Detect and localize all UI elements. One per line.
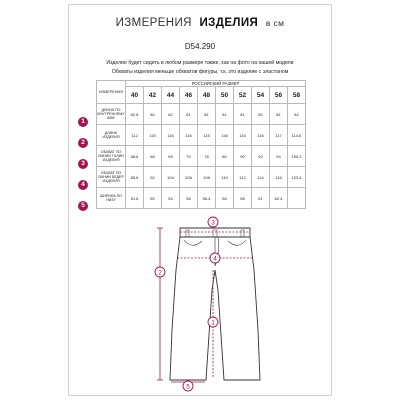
row-marker-1: 1 <box>78 117 88 127</box>
table-row <box>97 167 306 188</box>
measurement-value: 112 <box>234 167 252 188</box>
measurement-value: 56 <box>216 188 234 209</box>
measurement-value: 115 <box>234 125 252 146</box>
measurement-value: 81 <box>216 104 234 125</box>
measurement-label: ШИРИНА ПО НИЗУ <box>97 188 126 209</box>
waistband <box>180 228 250 237</box>
size-header: 40 <box>126 87 144 104</box>
measurement-value: 82 <box>162 104 180 125</box>
diagram-marker-5: 5 <box>186 383 190 391</box>
jeans-measurement-diagram <box>68 210 332 392</box>
measurement-value: 116 <box>162 125 180 146</box>
measurement-value: 81 <box>180 104 198 125</box>
size-header: 42 <box>144 87 162 104</box>
table-row <box>97 188 306 209</box>
table-row <box>97 125 306 146</box>
fit-note-2: Обхваты изделия меньше обхватов фигуры, т.к. это изделие с эластаном <box>111 69 289 75</box>
measurement-value: 50 <box>144 188 162 209</box>
measurement-value: 112 <box>126 125 144 146</box>
measurement-value: 56.4 <box>198 188 216 209</box>
measurement-value: 100.2 <box>288 146 306 167</box>
measurement-value: 106 <box>180 167 198 188</box>
corner-label: ИЗМЕРЕНИЯ <box>97 81 126 104</box>
measurement-value: 90 <box>234 146 252 167</box>
measurement-value: 116 <box>270 167 288 188</box>
measurement-value: 69 <box>162 146 180 167</box>
size-header: 52 <box>234 87 252 104</box>
title-unit: в см <box>265 18 285 28</box>
measurement-value: 92 <box>252 146 270 167</box>
measurement-value: 108 <box>198 167 216 188</box>
measurement-label: ДЛИНА ИЗДЕЛИЯ <box>97 125 126 146</box>
measurement-value: 94 <box>270 146 288 167</box>
measurement-value: 56 <box>180 188 198 209</box>
measurement-value: 58.6 <box>126 146 144 167</box>
measurement-value: 81 <box>234 104 252 125</box>
size-table <box>96 80 306 209</box>
table-row <box>97 146 306 167</box>
diagram-marker-2: 2 <box>158 269 162 277</box>
measurement-value: 110 <box>216 167 234 188</box>
title-bold: ИЗДЕЛИЯ <box>199 17 259 29</box>
size-header: 44 <box>162 87 180 104</box>
measurement-value: 70 <box>180 146 198 167</box>
row-marker-2: 2 <box>78 138 88 148</box>
size-header: 54 <box>252 87 270 104</box>
measurement-value: 116 <box>216 125 234 146</box>
measurement-value: 80 <box>144 104 162 125</box>
measurement-value: 123.4 <box>288 167 306 188</box>
diagram-marker-1: 1 <box>211 319 215 327</box>
diagram-marker-3: 3 <box>211 219 215 227</box>
diagram-marker-4: 4 <box>213 255 217 263</box>
measurement-value: 62.4 <box>270 188 288 209</box>
measurement-value: 78 <box>198 146 216 167</box>
size-header: 46 <box>180 87 198 104</box>
measurement-label: ДЛИНА ПО ВНУТРЕННЕМУ ШВУ <box>97 104 126 125</box>
row-marker-3: 3 <box>78 159 88 169</box>
product-code: D54.290 <box>184 42 216 51</box>
measurement-value: 116 <box>180 125 198 146</box>
measurement-value: 114 <box>252 167 270 188</box>
table-row <box>97 104 306 125</box>
title-main: ИЗМЕРЕНИЯ <box>115 17 192 29</box>
measurement-value: 116 <box>252 125 270 146</box>
measurement-value: 104 <box>162 167 180 188</box>
measurement-value: 61 <box>252 188 270 209</box>
fit-note-1: Изделие будет сидеть в любом размере также, как на фото на нашей модели <box>106 60 294 66</box>
measurement-value: 115 <box>144 125 162 146</box>
size-header: 58 <box>288 87 306 104</box>
measurement-value: 82 <box>252 104 270 125</box>
measurement-label: ОБХВАТ ПО ЛИНИИ ТАЛИИ ИЗДЕЛИЯ <box>97 146 126 167</box>
row-marker-4: 4 <box>78 180 88 190</box>
page-title <box>69 17 331 29</box>
size-header: 56 <box>270 87 288 104</box>
measurement-value: 85.6 <box>126 167 144 188</box>
row-marker-5: 5 <box>78 201 88 211</box>
measurement-value: 58 <box>234 188 252 209</box>
measurement-value: 82.8 <box>126 104 144 125</box>
size-header: 48 <box>198 87 216 104</box>
measurement-value: 114.6 <box>288 125 306 146</box>
measurement-value: 54 <box>162 188 180 209</box>
measurement-label: ОБХВАТ ПО ЛИНИИ БЕДЕР ИЗДЕЛИЯ <box>97 167 126 188</box>
measurement-value: 80 <box>216 146 234 167</box>
measurement-value: 51.6 <box>126 188 144 209</box>
measurement-value: 81 <box>198 104 216 125</box>
measurement-value <box>288 188 306 209</box>
measurement-value: 66 <box>144 146 162 167</box>
measurement-value: 117 <box>270 125 288 146</box>
size-header: 50 <box>216 87 234 104</box>
measurement-value: 82 <box>288 104 306 125</box>
measurement-value: 115 <box>198 125 216 146</box>
measurement-value: 92 <box>144 167 162 188</box>
measurement-value: 81 <box>270 104 288 125</box>
size-system-label: РОССИЙСКИЙ РАЗМЕР <box>126 81 306 87</box>
sizes-row <box>97 87 306 104</box>
